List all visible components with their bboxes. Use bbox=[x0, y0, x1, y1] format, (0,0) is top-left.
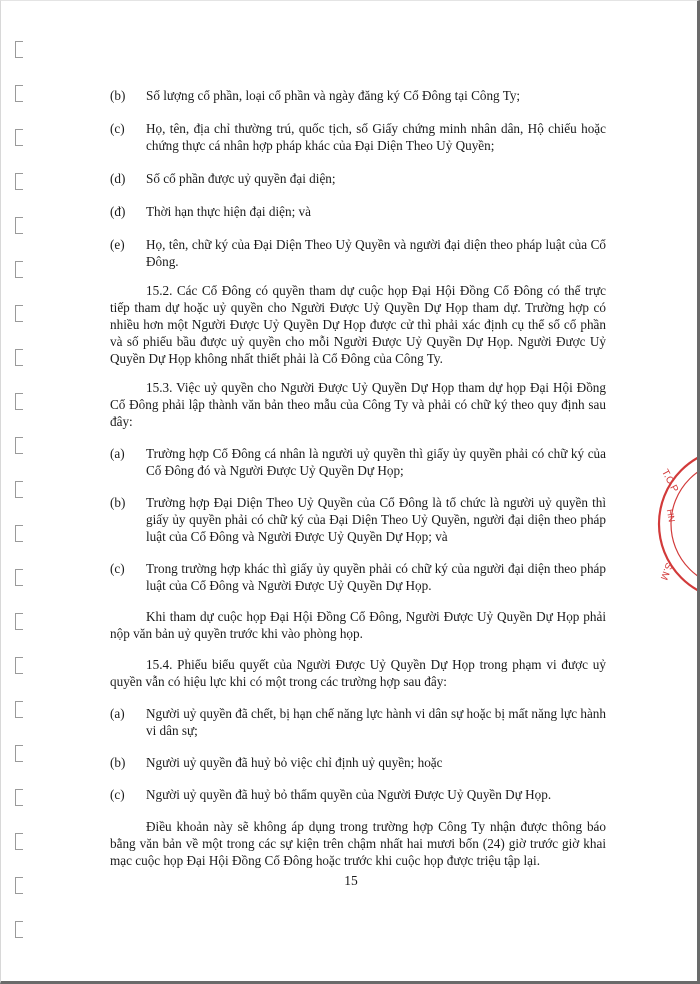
clause-15-2: 15.2. Các Cổ Đông có quyền tham dự cuộc họp Đại Hội Đồng Cổ Đông có thể trực tiếp tham dự hoặc uỷ quyền cho Người Được Uỷ Quyền Dự Họp tham dự. Trường hợp có nhiều hơn một Người Được Uỷ Quyền Dự Họp được cử thì phải xác định cụ thể số cổ phần và số phiếu bầu được uỷ quyền cho mỗi Người Được Uỷ Quyền Dự Họp. Người Được Uỷ Quyền Dự Họp không nhất thiết phải là Cổ Đông của Công Ty. bbox=[110, 283, 606, 366]
list-item bbox=[110, 786, 606, 803]
list-item bbox=[110, 445, 606, 479]
binding-hole bbox=[15, 745, 23, 762]
clause-15-4: 15.4. Phiếu biểu quyết của Người Được Uỷ Quyền Dự Họp trong phạm vi được uỷ quyền vẫn có hiệu lực khi có một trong các trường hợp sau đây: bbox=[110, 657, 606, 689]
binding-hole bbox=[15, 85, 23, 102]
document-body bbox=[110, 87, 606, 869]
binding-hole bbox=[15, 393, 23, 410]
list-text: Số cổ phần được uỷ quyền đại diện; bbox=[146, 171, 336, 186]
binding-hole bbox=[15, 701, 23, 718]
binding-hole bbox=[15, 525, 23, 542]
svg-text:HN: HN bbox=[664, 508, 677, 523]
binding-hole bbox=[15, 217, 23, 234]
page-number: 15 bbox=[344, 873, 358, 888]
list-marker: (a) bbox=[110, 446, 125, 461]
list-marker: (b) bbox=[110, 755, 126, 770]
list-item bbox=[110, 203, 606, 220]
list-text: Số lượng cổ phần, loại cổ phần và ngày đăng ký Cổ Đông tại Công Ty; bbox=[146, 88, 521, 103]
list-item bbox=[110, 560, 606, 594]
list-marker: (đ) bbox=[110, 204, 126, 219]
binding-hole bbox=[15, 261, 23, 278]
binding-hole bbox=[15, 613, 23, 630]
list-marker: (b) bbox=[110, 88, 126, 103]
list-item bbox=[110, 494, 606, 545]
svg-text:S.M: S.M bbox=[657, 560, 675, 582]
list-marker: (b) bbox=[110, 495, 126, 510]
list-item bbox=[110, 754, 606, 771]
list-marker: (d) bbox=[110, 171, 126, 186]
list-item bbox=[110, 87, 606, 104]
list-item bbox=[110, 170, 606, 187]
seal-icon bbox=[657, 429, 697, 619]
list-text: Trường hợp Cổ Đông cá nhân là người uỷ quyền thì giấy ủy quyền phải có chữ ký của Cổ Đông đó và Người Được Uỷ Quyền Dự Họp; bbox=[146, 446, 606, 478]
list-text: Trong trường hợp khác thì giấy ủy quyền phải có chữ ký của người đại diện theo pháp luật của Cổ Đông và Người Được Uỷ Quyền Dự Họp. bbox=[146, 561, 606, 593]
list-marker: (e) bbox=[110, 237, 125, 252]
list-text: Trường hợp Đại Diện Theo Uỷ Quyền của Cổ Đông là tổ chức là người uỷ quyền thì giấy ủy quyền phải có chữ ký của Đại Diện Theo Uỷ Quyền, người đại diện theo pháp luật của Cổ Đông và Người Được Uỷ Quyền Dự Họp; và bbox=[146, 495, 606, 544]
binding-hole bbox=[15, 41, 23, 58]
binding-hole bbox=[15, 657, 23, 674]
binding-hole bbox=[15, 833, 23, 850]
binding-hole bbox=[15, 481, 23, 498]
list-marker: (c) bbox=[110, 787, 125, 802]
list-item bbox=[110, 705, 606, 739]
list-text: Họ, tên, địa chỉ thường trú, quốc tịch, số Giấy chứng minh nhân dân, Hộ chiếu hoặc chứng thực cá nhân hợp pháp khác của Đại Diện Theo Uỷ Quyền; bbox=[146, 121, 606, 153]
svg-text:T.C.P: T.C.P bbox=[658, 467, 681, 495]
list-text: Thời hạn thực hiện đại diện; và bbox=[146, 204, 311, 219]
attendance-paragraph: Khi tham dự cuộc họp Đại Hội Đồng Cổ Đông, Người Được Uỷ Quyền Dự Họp phải nộp văn bản uỷ quyền trước khi vào phòng họp. bbox=[110, 609, 606, 641]
binding-hole bbox=[15, 437, 23, 454]
list-marker: (c) bbox=[110, 121, 125, 136]
binding-hole bbox=[15, 349, 23, 366]
list-text: Người uỷ quyền đã huỷ bỏ thẩm quyền của Người Được Uỷ Quyền Dự Họp. bbox=[146, 787, 552, 802]
closing-paragraph: Điều khoản này sẽ không áp dụng trong trường hợp Công Ty nhận được thông báo bằng văn bản về một trong các sự kiện trên chậm nhất hai mươi bốn (24) giờ trước giờ khai mạc cuộc họp Đại Hội Đồng Cổ Đông hoặc trước khi cuộc họp được triệu tập lại. bbox=[110, 819, 606, 868]
company-seal bbox=[657, 429, 697, 619]
list-item bbox=[110, 236, 606, 270]
binding-hole bbox=[15, 173, 23, 190]
binding-hole bbox=[15, 569, 23, 586]
clause-15-3: 15.3. Việc uỷ quyền cho Người Được Uỷ Quyền Dự Họp tham dự họp Đại Hội Đồng Cổ Đông phải lập thành văn bản theo mẫu của Công Ty và phải có chữ ký theo quy định sau đây: bbox=[110, 380, 606, 429]
list-item bbox=[110, 120, 606, 154]
binding-hole bbox=[15, 305, 23, 322]
list-marker: (c) bbox=[110, 561, 125, 576]
binding-hole bbox=[15, 921, 23, 938]
list-text: Người uỷ quyền đã huỷ bỏ việc chỉ định uỷ quyền; hoặc bbox=[146, 755, 443, 770]
binding-hole bbox=[15, 789, 23, 806]
list-marker: (a) bbox=[110, 706, 125, 721]
binding-hole bbox=[15, 129, 23, 146]
list-text: Họ, tên, chữ ký của Đại Diện Theo Uỷ Quyền và người đại diện theo pháp luật của Cổ Đông. bbox=[146, 237, 606, 269]
list-text: Người uỷ quyền đã chết, bị hạn chế năng lực hành vi dân sự hoặc bị mất năng lực hành vi dân sự; bbox=[146, 706, 606, 738]
